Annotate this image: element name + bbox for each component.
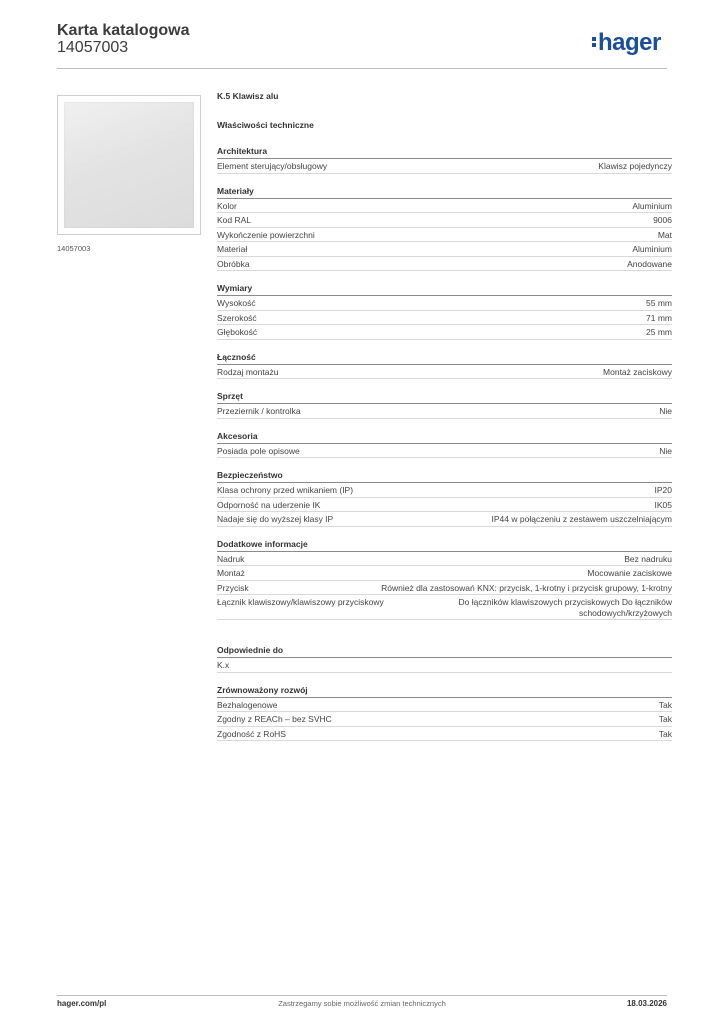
- product-image: [64, 102, 194, 228]
- section-title: Akcesoria: [217, 430, 672, 444]
- spec-row: [217, 552, 672, 567]
- spec-section: [217, 351, 672, 380]
- spec-section: [217, 644, 672, 673]
- spec-value: Tak: [658, 728, 672, 739]
- spec-row: [217, 483, 672, 498]
- section-title: Łączność: [217, 351, 672, 365]
- spec-row: [217, 311, 672, 326]
- spec-value: Montaż zaciskowy: [603, 366, 672, 377]
- spec-row: [217, 698, 672, 713]
- section-title: Odpowiednie do: [217, 644, 672, 658]
- spec-label: Kolor: [217, 200, 237, 211]
- spec-value: IP44 w połączeniu z zestawem uszczelniającym: [491, 514, 672, 524]
- spec-label: Nadruk: [217, 553, 245, 564]
- spec-label: Klasa ochrony przed wnikaniem (IP): [217, 485, 354, 495]
- spec-row: [217, 257, 672, 272]
- spec-label: Łącznik klawiszowy/klawiszowy przyciskowy: [217, 597, 384, 607]
- header-divider: [57, 68, 667, 69]
- spec-row: [217, 444, 672, 459]
- spec-row: [217, 727, 672, 742]
- section-title: Sprzęt: [217, 390, 672, 404]
- spec-label: Posiada pole opisowe: [217, 445, 300, 456]
- spec-label: Materiał: [217, 244, 248, 254]
- footer-website: hager.com/pl: [57, 999, 107, 1008]
- spec-value: IP20: [654, 485, 672, 495]
- spec-row: [217, 159, 672, 174]
- spec-section: [217, 538, 672, 621]
- product-name: K.5 Klawisz alu: [217, 91, 279, 101]
- spec-label: Rodzaj montażu: [217, 366, 279, 377]
- spec-label: Zgodność z RoHS: [217, 728, 286, 739]
- footer-disclaimer: Zastrzegamy sobie możliwość zmian technicznych: [278, 999, 446, 1008]
- spec-label: Szerokość: [217, 312, 257, 323]
- spec-section: [217, 145, 672, 174]
- spec-section: [217, 390, 672, 419]
- spec-value: Mocowanie zaciskowe: [587, 568, 672, 578]
- spec-value: Aluminium: [632, 244, 672, 254]
- product-image-frame: [57, 95, 201, 235]
- spec-value: Nie: [659, 406, 672, 416]
- spec-label: Kod RAL: [217, 215, 252, 225]
- spec-value: IK05: [654, 499, 672, 510]
- spec-value: Anodowane: [627, 258, 672, 269]
- catalog-number: 14057003: [57, 39, 129, 56]
- spec-row: [217, 712, 672, 727]
- spec-label: Montaż: [217, 568, 245, 578]
- spec-value: 55 mm: [646, 298, 672, 308]
- spec-value: Również dla zastosowań KNX: przycisk, 1-krotny i przycisk grupowy, 1-krotny: [381, 582, 672, 593]
- spec-row: [217, 242, 672, 257]
- spec-label: Wysokość: [217, 298, 256, 308]
- spec-value: [239, 660, 672, 671]
- spec-value: Bez nadruku: [624, 553, 672, 564]
- spec-label: Odporność na uderzenie IK: [217, 499, 321, 510]
- spec-label: Głębokość: [217, 327, 258, 337]
- spec-value: Do łączników klawiszowych przyciskowych Do łączników schodowych/krzyżowych: [458, 597, 672, 618]
- spec-value: 71 mm: [646, 312, 672, 323]
- spec-section: [217, 282, 672, 340]
- spec-label: Nadaje się do wyższej klasy IP: [217, 514, 334, 524]
- footer-divider: [57, 995, 667, 996]
- spec-value: Tak: [658, 714, 672, 724]
- section-title: Architektura: [217, 145, 672, 159]
- spec-heading: Właściwości techniczne: [217, 120, 314, 130]
- spec-row: [217, 199, 672, 214]
- spec-label: Obróbka: [217, 258, 250, 269]
- footer-date: 18.03.2026: [626, 999, 667, 1008]
- spec-section: [217, 185, 672, 272]
- spec-row: [217, 296, 672, 311]
- spec-row: [217, 658, 672, 673]
- spec-section: [217, 684, 672, 742]
- spec-value: Nie: [659, 445, 672, 456]
- spec-label: Przeziernik / kontrolka: [217, 406, 301, 416]
- spec-value: Mat: [657, 229, 672, 240]
- section-title: Bezpieczeństwo: [217, 469, 672, 483]
- spec-row: [217, 595, 672, 620]
- spec-row: [217, 213, 672, 228]
- spec-row: [217, 566, 672, 581]
- spec-label: Wykończenie powierzchni: [217, 229, 315, 240]
- page-title: Karta katalogowa: [57, 22, 190, 39]
- spec-content: [217, 91, 672, 741]
- hager-logo: [592, 29, 661, 57]
- logo-dots-icon: [592, 35, 596, 49]
- spec-value: Aluminium: [632, 200, 672, 211]
- spec-label: Przycisk: [217, 582, 249, 593]
- section-title: Wymiary: [217, 282, 672, 296]
- spec-section: [217, 469, 672, 527]
- spec-row: [217, 325, 672, 340]
- spec-row: [217, 512, 672, 527]
- product-image-caption: 14057003: [57, 244, 91, 253]
- section-title: Zrównoważony rozwój: [217, 684, 672, 698]
- spec-label: K.x: [217, 660, 230, 670]
- spec-label: Zgodny z REACh – bez SVHC: [217, 714, 332, 724]
- spec-value: 25 mm: [646, 327, 672, 337]
- spec-row: [217, 404, 672, 419]
- spec-row: [217, 498, 672, 513]
- spec-label: Bezhalogenowe: [217, 699, 278, 710]
- section-title: Dodatkowe informacje: [217, 538, 672, 552]
- spec-label: Element sterujący/obsługowy: [217, 161, 328, 171]
- spec-row: [217, 228, 672, 243]
- spec-value: Tak: [658, 699, 672, 710]
- spec-sections: [217, 145, 672, 741]
- spec-section: [217, 430, 672, 459]
- spec-value: 9006: [653, 215, 672, 225]
- spec-row: [217, 581, 672, 596]
- logo-text: hager: [598, 29, 661, 56]
- spec-row: [217, 365, 672, 380]
- spec-value: Klawisz pojedynczy: [598, 161, 672, 171]
- section-title: Materiały: [217, 185, 672, 199]
